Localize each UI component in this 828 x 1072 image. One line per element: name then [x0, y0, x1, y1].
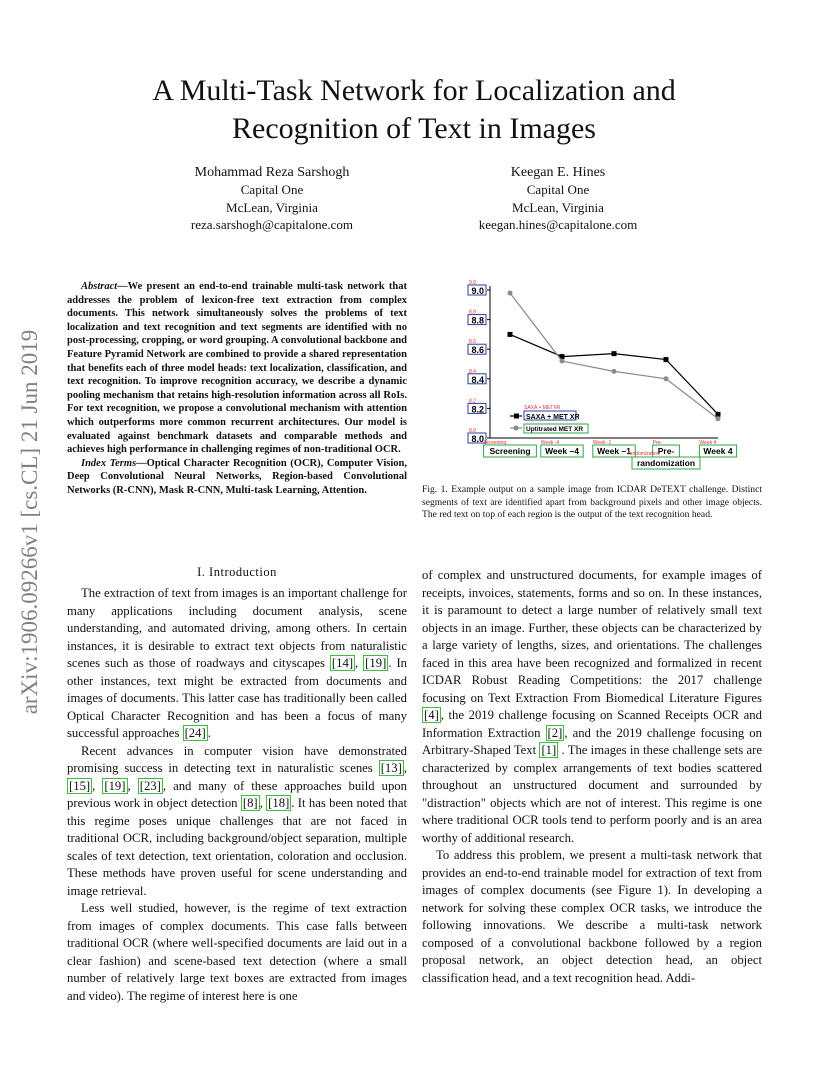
- series-line-1: [510, 334, 718, 414]
- index-terms-label: Index Terms: [81, 457, 137, 469]
- paper-title: [0, 72, 828, 148]
- citation-link[interactable]: [19]: [365, 656, 387, 670]
- recognized-legend: SAXA + METXR: [524, 405, 561, 411]
- citation-link[interactable]: [23]: [139, 778, 161, 793]
- recognized-x-label: randomization: [628, 451, 660, 457]
- series-2-point: [664, 376, 669, 381]
- citation-link[interactable]: [1]: [541, 743, 557, 757]
- x-tick-label: Week –1: [597, 446, 631, 456]
- author-email: keegan.hines@capitalone.com: [478, 216, 638, 232]
- y-tick-label: 8.8: [471, 315, 484, 326]
- y-tick-label: 8.0: [471, 434, 484, 444]
- recognized-x-label: Week 4: [699, 440, 717, 446]
- recognized-y-label: 8.4: [469, 368, 476, 375]
- series-1-point: [508, 332, 513, 337]
- citation-link[interactable]: [15]: [69, 778, 91, 793]
- abstract-text: —We present an end-to-end trainable multi-task network that addresses the problem of lexicon-free text extraction from complex documents. This network simultaneously solves the problems of text localization and text recognition and text segments are identified with no post-processing, cropping, or word grouping. A convolutional backbone and Feature Pyramid Network are combined to provide a shared representation that benefits each of three model heads: text localization, classification, and text recognition. To improve recognition accuracy, we describe a dynamic pooling mechanism that retains high-resolution information across all RoIs. For text recognition, we propose a convolutional mechanism with attention which outperforms more common recurrent architectures. Our model is evaluated against benchmark datasets and comparable methods and achieves high performance in challenging regimes of non-traditional OCR.: [67, 281, 407, 456]
- figure-1-chart: [466, 276, 733, 474]
- recognized-x-label: Pre-: [652, 440, 663, 446]
- author-affiliation: Capital One: [526, 182, 590, 198]
- x-tick-label: Week –4: [545, 446, 579, 456]
- series-2-point: [560, 359, 565, 364]
- arxiv-stamp: [10, 294, 50, 764]
- intro-paragraph-5: To address this problem, we present a multi-task network that provides an end-to-end trainable model for extraction of text from images of complex documents (see Figure 1). In developing a network for solving these complex OCR tasks, we introduce the following innovations. We describe a multi-task network composed of a convolutional backbone followed by a region proposal network, an object detection head, an object classification head, and a text recognition head. Addi-: [422, 848, 762, 985]
- recognized-x-label: Week -4: [540, 440, 560, 446]
- title-line-2: Recognition of Text in Images: [232, 112, 596, 145]
- left-column: [67, 585, 407, 1005]
- citation-link[interactable]: [24]: [184, 726, 206, 740]
- citation-link[interactable]: [19]: [104, 778, 126, 793]
- recognized-x-label: Screening: [483, 440, 507, 446]
- section-title: I. Introduction: [197, 565, 277, 579]
- citation-link[interactable]: [8]: [242, 796, 258, 810]
- y-tick-label: 8.4: [471, 374, 484, 385]
- citation-link[interactable]: [14]: [331, 656, 354, 670]
- author-location: McLean, Virginia: [226, 199, 318, 215]
- recognized-x-label: Week -1: [592, 440, 612, 446]
- right-column: [422, 567, 762, 987]
- title-line-1: A Multi-Task Network for Localization and: [152, 74, 676, 107]
- citation-link[interactable]: [4]: [424, 708, 439, 722]
- series-1-point: [664, 357, 669, 362]
- series-1-point: [612, 351, 617, 356]
- citation-link[interactable]: [2]: [547, 725, 563, 740]
- x-tick-label: Screening: [489, 446, 531, 456]
- author-block-2: [428, 164, 688, 233]
- x-tick-label: Pre-: [657, 446, 675, 456]
- figure-caption: Fig. 1. Example output on a sample image from ICDAR DeTEXT challenge. Distinct segments of text are identified apart from background pixels and other image objects. The red text on top of each region is the output of the text recognition head.: [422, 484, 762, 521]
- y-tick-label: 9.0: [471, 286, 484, 296]
- author-affiliation: Capital One: [240, 182, 304, 198]
- intro-paragraph-1: The extraction of text from images is an important challenge for many applications including document analysis, scene understanding, and automated driving, among others. In certain instances, it is desirable to extract text objects from naturalistic scenes such as those of roadways and cityscapes [14] , [19] . In other instances, text might be extracted from documents and images of documents. This latter case has traditionally been called Optical Character Recognition and has been a focus of many successful approaches [24] .: [67, 586, 408, 740]
- series-2-point: [612, 369, 617, 374]
- legend-label-1: SAXA + MET XR: [526, 414, 580, 421]
- series-2-point: [508, 290, 513, 295]
- recognized-y-label: 9.0: [469, 280, 476, 286]
- citation-link[interactable]: [13]: [380, 761, 402, 775]
- intro-paragraph-3: Less well studied, however, is the regime of text extraction from images of complex documents. This case falls between traditional OCR (where well-specified documents are laid out in a clear fashion) and scene-based text detection (where a small number of relatively large text boxes are extracted from images and video). The regime of interest here is one: [67, 901, 407, 1003]
- recognized-y-label: 8.2: [469, 398, 476, 405]
- recognized-y-label: 8.0: [469, 428, 476, 434]
- abstract: [67, 280, 407, 498]
- arxiv-id: arXiv:1906.09266v1 [cs.CL] 21 Jun 2019: [17, 329, 42, 715]
- legend-marker-2: [514, 426, 519, 431]
- author-name: Mohammad Reza Sarshogh: [194, 165, 350, 180]
- legend-marker-1: [514, 414, 519, 419]
- intro-paragraph-2: Recent advances in computer vision have demonstrated promising success in detecting text in naturalistic scenes [13] , [15] , [19] , [23] , and many of these approaches build upon previous work in object detection [8] , [18] . It has been noted that this regime poses unique challenges that are not faced in traditional OCR, including background/object separation, multiple scales of text detection, text orientation, coloration and occlusion. These methods have proven useful for scene understanding and image retrieval.: [67, 743, 407, 898]
- x-tick-label-line2: randomization: [636, 458, 696, 468]
- index-terms-text: —Optical Character Recognition (OCR), Computer Vision, Deep Convolutional Neural Networks, Region-based Convolutional Networks (R-CNN), Mask R-CNN, Multi-task Learning, Attention.: [67, 457, 407, 496]
- citation-link[interactable]: [18]: [268, 796, 290, 810]
- abstract-label: Abstract: [81, 281, 118, 292]
- recognized-y-label: 8.6: [469, 339, 476, 346]
- y-tick-label: 8.2: [471, 404, 484, 415]
- y-tick-label: 8.6: [471, 345, 484, 356]
- author-block-1: [142, 164, 402, 233]
- intro-paragraph-4: of complex and unstructured documents, for example images of receipts, invoices, statements, forms and so on. In these instances, it is paramount to detect a large number of relatively small text objects in an image. Further, these objects can be characterized by a large variety of lengths, sizes, and orientations. The challenges faced in this area have been recognized and formalized in recent ICDAR Robust Reading Competitions: the 2017 challenge focusing on Text Extraction From Biomedical Literature Figures [4] , the 2019 challenge focusing on Scanned Receipts OCR and Information Extraction [2] , and the 2019 challenge focusing on Arbitrary-Shaped Text [1] . The images in these challenge sets are characterized by complex arrangements of text bodies scattered throughout an unstructured document and surrounded by "distraction" objects which are not of interest. This regime is one where traditional OCR tools tend to perform poorly and is an area worthy of additional research.: [422, 568, 762, 845]
- author-name: Keegan E. Hines: [510, 165, 606, 180]
- series-2-point: [716, 416, 721, 421]
- x-tick-label: Week 4: [703, 446, 733, 456]
- recognized-y-label: 8.8: [469, 309, 476, 316]
- author-location: McLean, Virginia: [512, 199, 604, 215]
- author-email: reza.sarshogh@capitalone.com: [190, 216, 354, 232]
- series-1-point: [716, 412, 721, 417]
- legend-label-2: Uptitrated MET XR: [526, 426, 584, 433]
